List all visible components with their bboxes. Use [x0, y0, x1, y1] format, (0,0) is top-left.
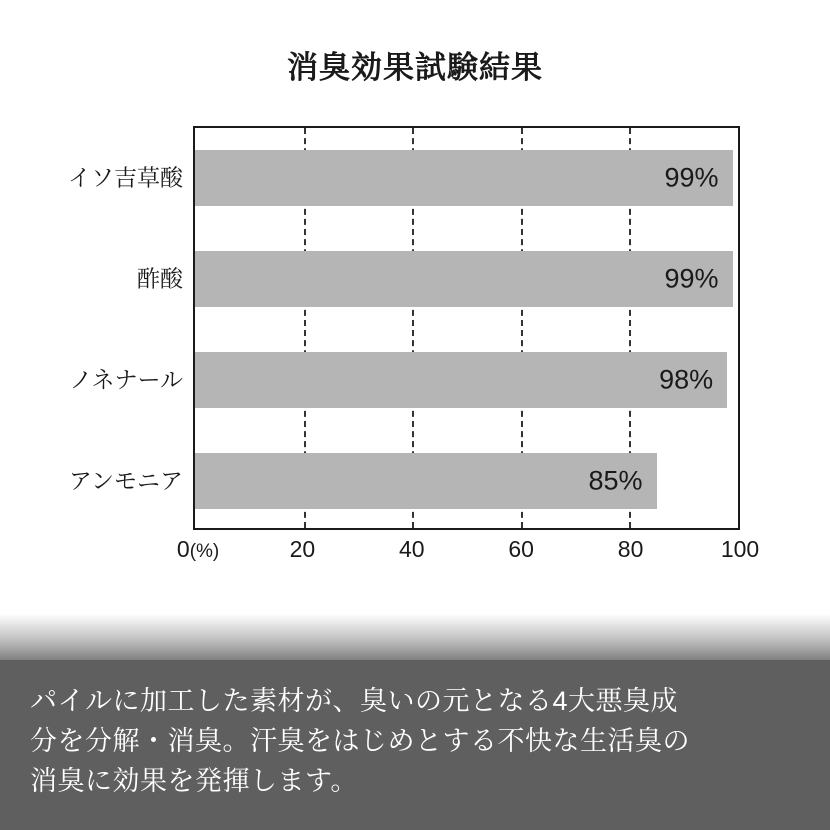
caption-line-2: 分を分解・消臭。汗臭をはじめとする不快な生活臭の — [30, 725, 690, 756]
category-axis-labels — [0, 126, 193, 530]
category-label-2: ノネナール — [69, 366, 183, 393]
xtick-80: 80 — [617, 536, 644, 562]
category-label-3: アンモニア — [68, 467, 183, 494]
caption-panel — [0, 660, 830, 830]
bar-value-1: 99% — [664, 263, 719, 294]
bar-value-2: 98% — [659, 364, 714, 395]
plot-area — [193, 126, 740, 530]
xtick-20: 20 — [289, 536, 316, 562]
bar-3 — [195, 453, 657, 509]
bar-1 — [195, 251, 733, 307]
category-label-0: イソ吉草酸 — [68, 164, 183, 191]
bar-series — [195, 128, 738, 528]
xtick-100: 100 — [720, 536, 760, 562]
xtick-label-0: 0 — [176, 536, 190, 562]
chart-title: 消臭効果試験結果 — [287, 50, 543, 85]
caption-line-1: パイルに加工した素材が、臭いの元となる4大悪臭成 — [30, 686, 679, 716]
caption-line-3: 消臭に効果を発揮します。 — [30, 765, 358, 796]
bar-value-3: 85% — [588, 465, 643, 496]
x-axis-unit: (%) — [189, 541, 220, 562]
xtick-0 — [177, 536, 219, 563]
bar-0 — [195, 150, 733, 206]
x-axis-tick-labels — [176, 536, 760, 576]
category-label-1: 酢酸 — [137, 265, 183, 292]
xtick-40: 40 — [399, 536, 425, 562]
gradient-divider — [0, 614, 830, 666]
bar-2 — [195, 352, 727, 408]
xtick-60: 60 — [508, 536, 534, 562]
bar-value-0: 99% — [664, 162, 719, 193]
